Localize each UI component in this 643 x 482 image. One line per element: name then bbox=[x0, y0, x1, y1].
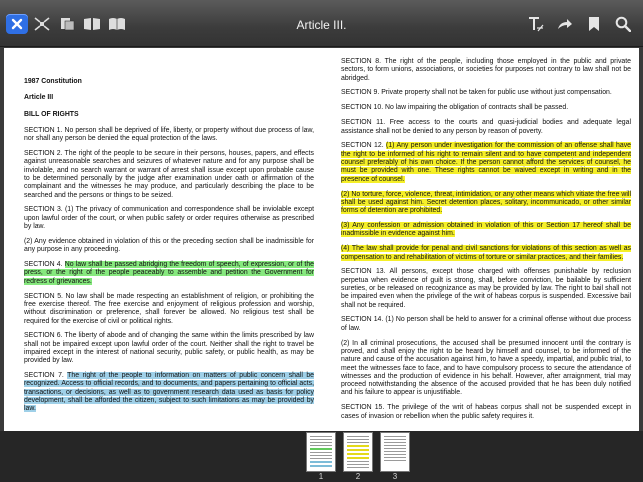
share-icon bbox=[557, 17, 573, 31]
section-heading: Article III bbox=[24, 94, 54, 102]
paragraph: (2) In all criminal prosecutions, the accused shall be presumed innocent until the contrary is proved, and shall enjoy the right to be heard by himself and counsel, to be informed of the nature and cause of the accusation against him, to have a speedy, impartial, and public trial, to meet the witnesses face to face, and to have compulsory process to secure the attendance of witnesses and the production of evidence in his behalf. However, after arraignment, trial may proceed notwithstanding the absence of the accused provided that he has been duly notified and his failure to appear is unjustifiable. bbox=[341, 339, 631, 397]
right-column bbox=[341, 58, 631, 428]
left-column bbox=[24, 78, 314, 420]
paragraph: SECTION 10. No law impairing the obligation of contracts shall be passed. bbox=[341, 104, 569, 112]
thumbnail-label: 2 bbox=[355, 472, 361, 481]
highlighted-paragraph bbox=[341, 191, 631, 216]
highlight-yellow[interactable]: (2) No torture, force, violence, threat, intimidation, or any other means which vitiate the free will shall be used against him. Secret detention places, solitary, incommunicado, or other similar forms of detention are prohibited. bbox=[341, 190, 631, 215]
section-heading: BILL OF RIGHTS bbox=[24, 110, 79, 118]
highlighted-paragraph bbox=[341, 245, 631, 262]
highlight-yellow[interactable]: (4) The law shall provide for penal and civil sanctions for violations of this section as well as compensation to and rehabilitation of victims of torture or similar practices, and their families. bbox=[341, 245, 631, 261]
paragraph: SECTION 14. (1) No person shall be held to answer for a criminal offense without due process of law. bbox=[341, 316, 631, 332]
section-heading: 1987 Constitution bbox=[24, 78, 82, 85]
highlighted-paragraph bbox=[341, 142, 631, 183]
thumbnail-label: 1 bbox=[318, 472, 324, 481]
top-toolbar bbox=[0, 0, 643, 47]
toolbar-right-group bbox=[526, 14, 633, 34]
paragraph: SECTION 15. The privilege of the writ of habeas corpus shall not be suspended except in cases of invasion or rebellion when the public safety requires it. bbox=[341, 404, 631, 420]
search-icon bbox=[615, 16, 631, 32]
paragraph: SECTION 9. Private property shall not be taken for public use without just compensation. bbox=[341, 89, 612, 97]
paragraph: SECTION 8. The right of the people, including those employed in the public and private sectors, to form unions, associations, or societies for purposes not contrary to law shall not be abridged. bbox=[341, 58, 631, 82]
bookmark-icon bbox=[588, 16, 600, 32]
paragraph: (2) Any evidence obtained in violation of this or the preceding section shall be inadmissible for any purpose in any proceeding. bbox=[24, 237, 314, 254]
paragraph-prefix: SECTION 7. bbox=[24, 372, 68, 380]
thumbnail-page-2[interactable] bbox=[343, 432, 373, 472]
paragraph: SECTION 13. All persons, except those charged with offenses punishable by reclusion perpetua when evidence of guilt is strong, shall, before conviction, be bailable by sufficient sureties, or be released on recognizance as may be provided by law. The right to bail shall not be impaired even when the privilege of the writ of habeas corpus is suspended. Excessive bail shall not be required. bbox=[341, 268, 631, 309]
paragraph-prefix: SECTION 4. bbox=[24, 261, 65, 269]
thumbnail-page-1[interactable] bbox=[306, 432, 336, 472]
paragraph: SECTION 2. The right of the people to be secure in their persons, houses, papers, and effects against unreasonable searches and seizures of whatever nature and for any purpose shall be inviolable, and no search warrant or warrant of arrest shall issue except upon probable cause to be determined personally by the judge after examination under oath or affirmation of the complainant and the witnesses he may produce, and particularly describing the place to be searched and the persons or things to be seized. bbox=[24, 150, 314, 199]
highlight-blue[interactable]: The right of the people to information on matters of public concern shall be recognized. Access to official records, and to documents, and papers pertaining to official acts, transactions, or decisions, as well as to government research data used as basis for policy development, shall be afforded the citizen, subject to such limitations as may be provided by law. bbox=[24, 372, 314, 413]
highlight-yellow[interactable]: (1) Any person under investigation for the commission of an offense shall have the right to be informed of his right to remain silent and to have competent and independent counsel preferably of his own choice. If the person cannot afford the services of counsel, he must be provided with one. These rights cannot be waived except in writing and in the presence of counsel. bbox=[341, 142, 631, 183]
paragraph: SECTION 3. (1) The privacy of communication and correspondence shall be inviolable except upon lawful order of the court, or when public safety or order requires otherwise as prescribed by law. bbox=[24, 206, 314, 231]
highlight-yellow[interactable]: (3) Any confession or admission obtained in violation of this or Section 17 hereof shall be inadmissible in evidence against him. bbox=[341, 222, 631, 238]
share-button[interactable] bbox=[555, 14, 575, 34]
highlighted-paragraph bbox=[341, 222, 631, 239]
highlight-green[interactable]: No law shall be passed abridging the freedom of speech, of expression, or of the press, or the right of the people peaceably to assemble and petition the Government for redress of grievances. bbox=[24, 261, 314, 285]
text-tool-icon bbox=[527, 16, 545, 32]
paragraph: SECTION 6. The liberty of abode and of changing the same within the limits prescribed by law shall not be impaired except upon lawful order of the court. Neither shall the right to travel be impaired except in the interest of national security, public safety, or public health, as may be provided by law. bbox=[24, 332, 314, 365]
thumbnail-page-3[interactable] bbox=[380, 432, 410, 472]
search-button[interactable] bbox=[613, 14, 633, 34]
paragraph: SECTION 5. No law shall be made respecting an establishment of religion, or prohibiting the free exercise thereof. The free exercise and enjoyment of religious profession and worship, without discrimination or preference, shall forever be allowed. No religious test shall be required for the exercise of civil or political rights. bbox=[24, 292, 314, 325]
document-page[interactable] bbox=[4, 48, 639, 431]
text-tool-button[interactable] bbox=[526, 14, 546, 34]
paragraph: SECTION 1. No person shall be deprived of life, liberty, or property without due process of law, nor shall any person be denied the equal protection of the laws. bbox=[24, 126, 314, 143]
paragraph-prefix: SECTION 12. bbox=[341, 142, 387, 150]
highlighted-paragraph bbox=[24, 261, 314, 286]
thumbnail-label: 3 bbox=[392, 472, 398, 481]
paragraph: SECTION 11. Free access to the courts and quasi-judicial bodies and adequate legal assistance shall not be denied to any person by reason of poverty. bbox=[341, 119, 631, 135]
highlighted-paragraph bbox=[24, 372, 314, 413]
bookmark-button[interactable] bbox=[584, 14, 604, 34]
document-title: Article III. bbox=[296, 18, 347, 32]
